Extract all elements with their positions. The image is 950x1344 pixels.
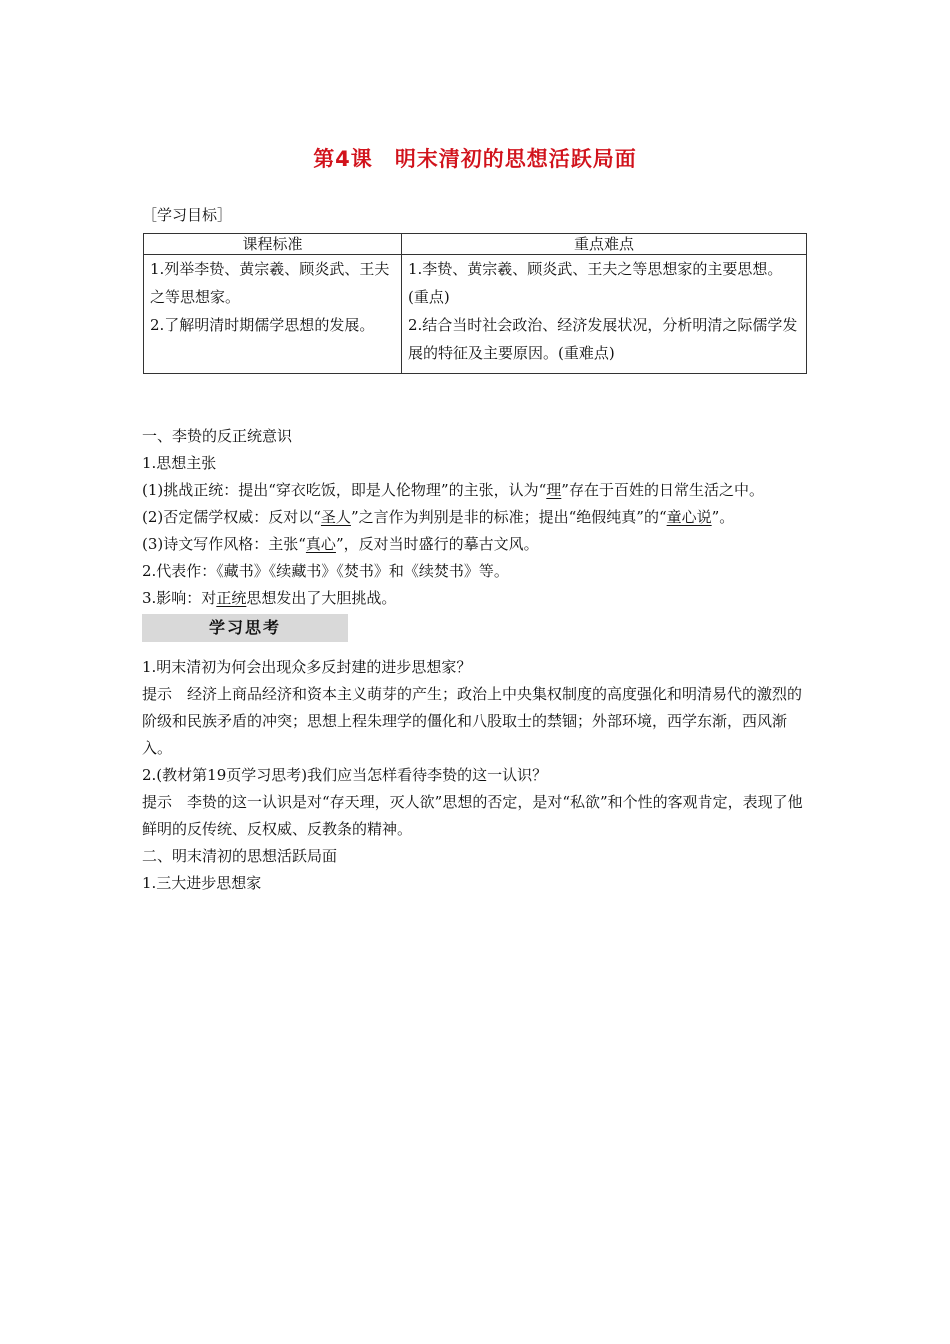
learning-goals-table (143, 233, 807, 374)
text-run: ”之言作为判别是非的标准；提出“绝假纯真”的“ (350, 508, 667, 526)
text-run: (3)诗文写作风格：主张“ (142, 535, 306, 553)
text-run: ”存在于百姓的日常生活之中。 (561, 481, 764, 499)
text-run: 3.影响：对 (142, 589, 217, 607)
subsection-heading: 1.三大进步思想家 (142, 874, 262, 892)
table-cell-key-points (402, 255, 807, 374)
lesson-number: 第4课 (313, 147, 373, 171)
text-run: 思想发出了大胆挑战。 (246, 589, 397, 607)
objectives-label: ［学习目标］ (142, 206, 233, 224)
paragraph (142, 585, 812, 612)
standards-item: 1.列举李贽、黄宗羲、顾炎武、王夫之等思想家。 (150, 260, 390, 306)
text-run: (2)否定儒学权威：反对以“ (142, 508, 321, 526)
key-term: 圣人 (320, 508, 351, 526)
key-term: 童心说 (666, 508, 712, 526)
table-header-standards: 课程标准 (144, 234, 402, 255)
paragraph (142, 477, 812, 504)
table-header-row (144, 234, 807, 255)
page-title (0, 143, 950, 173)
key-point-item: 1.李贽、黄宗羲、顾炎武、王夫之等思想家的主要思想。(重点) (408, 260, 783, 306)
study-think-banner: 学习思考 (142, 614, 348, 642)
table-row (144, 255, 807, 374)
lesson-name: 明末清初的思想活跃局面 (394, 147, 637, 171)
answer-hint: 提示 经济上商品经济和资本主义萌芽的产生；政治上中央集权制度的高度强化和明清易代的激烈的阶级和民族矛盾的冲突；思想上程朱理学的僵化和八股取士的禁锢；外部环境，西学东渐，西风渐入。 (142, 685, 803, 757)
paragraph (142, 531, 812, 558)
section-heading: 二、明末清初的思想活跃局面 (142, 847, 338, 865)
standards-item: 2.了解明清时期儒学思想的发展。 (150, 316, 375, 334)
key-term: 理 (546, 481, 562, 499)
section-heading: 一、李贽的反正统意识 (142, 427, 293, 445)
text-run: (1)挑战正统：提出“穿衣吃饭，即是人伦物理”的主张，认为“ (142, 481, 547, 499)
subsection-heading: 1.思想主张 (142, 454, 217, 472)
question: 2.(教材第19页学习思考)我们应当怎样看待李贽的这一认识？ (142, 766, 548, 784)
table-cell-standards (144, 255, 402, 374)
key-point-item: 2.结合当时社会政治、经济发展状况，分析明清之际儒学发展的特征及主要原因。(重难点) (408, 316, 798, 362)
answer-hint: 提示 李贽的这一认识是对“存天理，灭人欲”思想的否定，是对“私欲”和个性的客观肯定，表现了他鲜明的反传统、反权威、反教条的精神。 (142, 793, 803, 838)
text-run: ”，反对当时盛行的摹古文风。 (335, 535, 539, 553)
main-content (142, 423, 812, 897)
table-header-key-points: 重点难点 (402, 234, 807, 255)
key-term: 正统 (216, 589, 247, 607)
text-run: ”。 (711, 508, 735, 526)
paragraph (142, 504, 812, 531)
question: 1.明末清初为何会出现众多反封建的进步思想家？ (142, 658, 472, 676)
paragraph: 2.代表作：《藏书》《续藏书》《焚书》和《续焚书》等。 (142, 562, 509, 580)
key-term: 真心 (305, 535, 336, 553)
